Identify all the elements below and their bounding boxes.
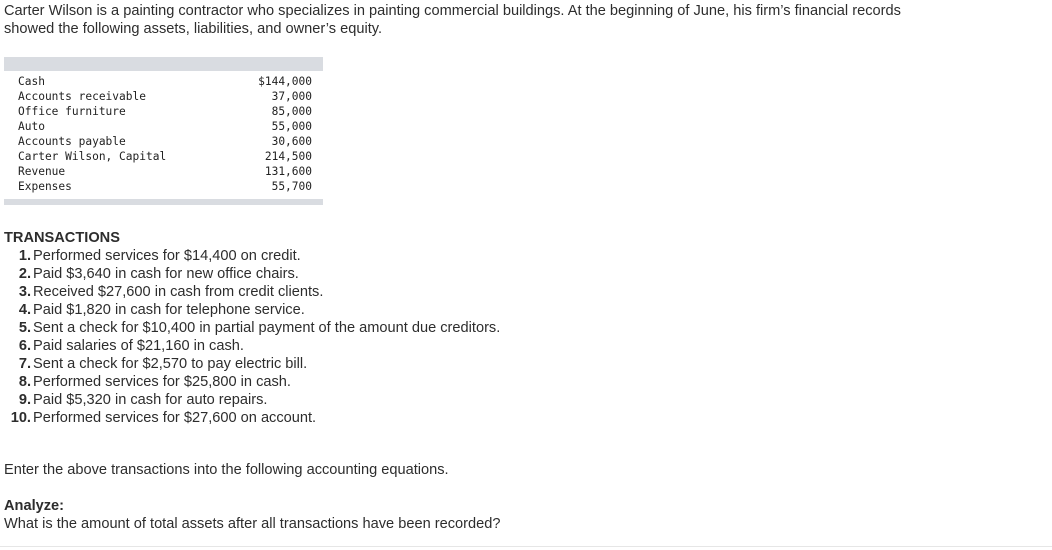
transaction-number: 10. bbox=[10, 410, 31, 426]
balances-table bbox=[4, 74, 323, 194]
transaction-text: Sent a check for $2,570 to pay electric bill. bbox=[33, 356, 308, 372]
transactions-heading: TRANSACTIONS bbox=[4, 230, 120, 246]
table-header-bar bbox=[4, 57, 323, 71]
transaction-text: Paid salaries of $21,160 in cash. bbox=[33, 338, 244, 354]
transaction-text: Paid $3,640 in cash for new office chairs. bbox=[33, 266, 299, 282]
list-item bbox=[4, 283, 500, 301]
list-item bbox=[4, 409, 500, 427]
list-item bbox=[4, 247, 500, 265]
table-footer-bar bbox=[4, 199, 323, 205]
account-amount: 214,500 bbox=[264, 150, 312, 163]
list-item bbox=[4, 319, 500, 337]
account-amount: 55,700 bbox=[271, 180, 312, 193]
account-label: Auto bbox=[18, 120, 45, 133]
transaction-number: 2. bbox=[18, 266, 31, 282]
table-row bbox=[4, 179, 323, 194]
table-row bbox=[4, 164, 323, 179]
transaction-number: 8. bbox=[18, 374, 31, 390]
analyze-heading: Analyze: bbox=[4, 498, 65, 514]
account-amount: 37,000 bbox=[271, 90, 312, 103]
account-label: Expenses bbox=[18, 180, 72, 193]
table-row bbox=[4, 119, 323, 134]
account-amount: 131,600 bbox=[264, 165, 312, 178]
transaction-text: Sent a check for $10,400 in partial payment of the amount due creditors. bbox=[33, 320, 501, 336]
account-label: Office furniture bbox=[18, 105, 126, 118]
table-row bbox=[4, 89, 323, 104]
list-item bbox=[4, 391, 500, 409]
transaction-text: Paid $1,820 in cash for telephone service. bbox=[33, 302, 305, 318]
account-amount: $144,000 bbox=[258, 75, 312, 88]
transactions-list bbox=[4, 247, 500, 427]
question-text: What is the amount of total assets after all transactions have been recorded? bbox=[4, 516, 501, 532]
transaction-text: Performed services for $14,400 on credit. bbox=[33, 248, 301, 264]
list-item bbox=[4, 355, 500, 373]
transaction-text: Performed services for $27,600 on account. bbox=[33, 410, 317, 426]
intro-paragraph: Carter Wilson is a painting contractor who specializes in painting commercial buildings. At the beginning of June, his firm’s financial records showed the following assets, liabilities, and owner’s equity. bbox=[4, 3, 901, 37]
account-amount: 55,000 bbox=[271, 120, 312, 133]
balances-table-container bbox=[4, 57, 323, 205]
instruction-text: Enter the above transactions into the following accounting equations. bbox=[4, 462, 449, 478]
table-row bbox=[4, 104, 323, 119]
table-row bbox=[4, 74, 323, 89]
table-row bbox=[4, 149, 323, 164]
transaction-text: Received $27,600 in cash from credit clients. bbox=[33, 284, 324, 300]
transaction-text: Paid $5,320 in cash for auto repairs. bbox=[33, 392, 268, 408]
table-row bbox=[4, 134, 323, 149]
account-label: Carter Wilson, Capital bbox=[18, 150, 167, 163]
transaction-number: 6. bbox=[18, 338, 31, 354]
list-item bbox=[4, 337, 500, 355]
account-label: Cash bbox=[18, 75, 45, 88]
transaction-number: 7. bbox=[18, 356, 31, 372]
transaction-number: 4. bbox=[18, 302, 31, 318]
account-amount: 30,600 bbox=[271, 135, 312, 148]
account-amount: 85,000 bbox=[271, 105, 312, 118]
account-label: Revenue bbox=[18, 165, 66, 178]
bottom-divider bbox=[0, 546, 1052, 547]
transaction-number: 9. bbox=[18, 392, 31, 408]
list-item bbox=[4, 373, 500, 391]
account-label: Accounts payable bbox=[18, 135, 126, 148]
list-item bbox=[4, 301, 500, 319]
list-item bbox=[4, 265, 500, 283]
transaction-number: 1. bbox=[18, 248, 31, 264]
transaction-text: Performed services for $25,800 in cash. bbox=[33, 374, 291, 390]
transaction-number: 5. bbox=[18, 320, 31, 336]
account-label: Accounts receivable bbox=[18, 90, 146, 103]
transaction-number: 3. bbox=[18, 284, 31, 300]
